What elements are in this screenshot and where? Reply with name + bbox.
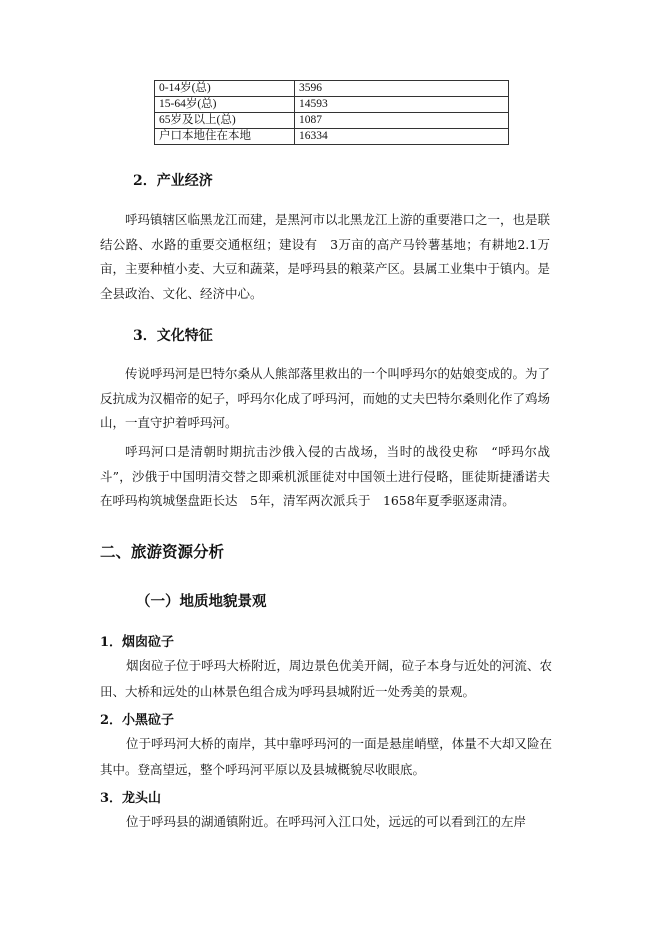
table-row	[155, 81, 509, 97]
item-text: 位于呼玛河大桥的南岸，其中靠呼玛河的一面是悬崖峭壁，体量不大却又险在其中。登高望远，整个呼玛河平原以及县城概貌尽收眼底。	[100, 736, 552, 777]
table-cell-label: 0-14岁(总)	[155, 81, 295, 97]
table-cell-value: 3596	[295, 81, 509, 97]
table-cell-value: 14593	[295, 97, 509, 113]
table-cell-label: 65岁及以上(总)	[155, 113, 295, 129]
paragraph-culture-history: 呼玛河口是清朝时期抗击沙俄入侵的古战场，当时的战役史称 “呼玛尔战斗”，沙俄于中国明清交替之即乘机派匪徒对中国领土进行侵略，匪徒斯捷潘诺夫在呼玛构筑城堡盘距长达 5年，清军两次派兵于 1658年夏季驱逐肃清。	[100, 444, 550, 509]
heading-industry: 2．产业经济	[133, 173, 213, 189]
population-table	[154, 80, 509, 145]
table-cell-label: 15-64岁(总)	[155, 97, 295, 113]
heading-culture: 3．文化特征	[133, 328, 213, 344]
heading-tourism: 二、旅游资源分析	[100, 542, 225, 561]
table-row	[155, 129, 509, 145]
table-cell-label: 户口本地住在本地	[155, 129, 295, 145]
paragraph-industry: 呼玛镇辖区临黑龙江而建，是黑河市以北黑龙江上游的重要港口之一，也是联结公路、水路的重要交通枢纽；建设有 3万亩的高产马铃薯基地；有耕地2.1万亩，主要种植小麦、大豆和蔬菜，是呼玛县的粮菜产区。县属工业集中于镇内。是全县政治、文化、经济中心。	[100, 212, 551, 301]
paragraph-culture-legend: 传说呼玛河是巴特尔桑从人熊部落里救出的一个叫呼玛尔的姑娘变成的。为了反抗成为汉楣帝的妃子，呼玛尔化成了呼玛河，而她的丈夫巴特尔桑则化作了鸡场山，一直守护着呼玛河。	[100, 366, 551, 431]
table-row	[155, 113, 509, 129]
item-text: 位于呼玛县的湖通镇附近。在呼玛河入江口处，远远的可以看到江的左岸	[126, 814, 527, 829]
table-row	[155, 97, 509, 113]
table-cell-value: 16334	[295, 129, 509, 145]
item-title: 2．小黑砬子	[100, 713, 175, 728]
table-cell-value: 1087	[295, 113, 509, 129]
subheading-geology: （一）地质地貌景观	[136, 593, 267, 610]
item-title: 3．龙头山	[100, 791, 162, 806]
item-title: 1．烟囱砬子	[100, 635, 175, 650]
item-text: 烟囱砬子位于呼玛大桥附近，周边景色优美开阔，砬子本身与近处的河流、农田、大桥和远处的山林景色组合成为呼玛县城附近一处秀美的景观。	[100, 658, 552, 699]
